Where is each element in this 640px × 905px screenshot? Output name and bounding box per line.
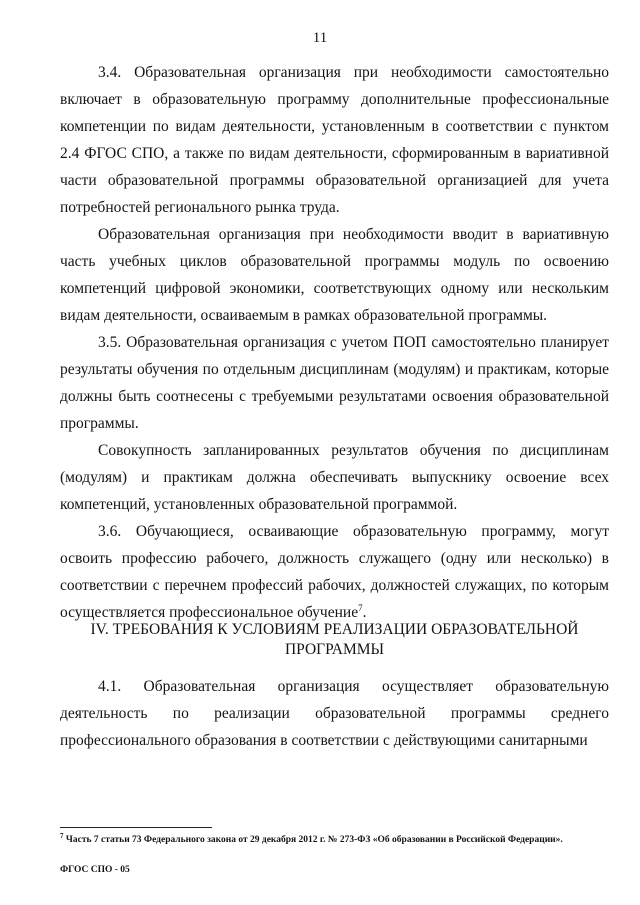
paragraph-digital-economy: Образовательная организация при необходимости вводит в вариативную часть учебных циклов образовательной программы модуль по освоению компетенций цифровой экономики, соответствующих одному или нескольким видам деятельности, осваиваемым в рамках образовательной программы. — [60, 226, 609, 324]
body-text — [60, 59, 609, 626]
section-heading: IV. ТРЕБОВАНИЯ К УСЛОВИЯМ РЕАЛИЗАЦИИ ОБРАЗОВАТЕЛЬНОЙ ПРОГРАММЫ — [90, 621, 579, 658]
footnote-reference: 7 — [358, 602, 363, 613]
document-code: ФГОС СПО - 05 — [60, 865, 130, 875]
paragraph-learning-outcomes: Совокупность запланированных результатов обучения по дисциплинам (модулям) и практикам должна обеспечивать выпускнику освоение всех компетенций, установленных образовательной программой. — [60, 442, 609, 513]
footnote-number: 7 — [60, 831, 64, 840]
footnote — [60, 831, 620, 846]
page-number: 11 — [312, 30, 328, 46]
paragraph-3-4: 3.4. Образовательная организация при необходимости самостоятельно включает в образовательную программу дополнительные профессиональные компетенции по видам деятельности, установленным в соответствии с пунктом 2.4 ФГОС СПО, а также по видам деятельности, сформированным в вариативной части образовательной программы образовательной организацией для учета потребностей регионального рынка труда. — [60, 64, 609, 216]
paragraph-4-1: 4.1. Образовательная организация осуществляет образовательную деятельность по реализации образовательной программы среднего профессионального образования в соответствии с действующими санитарными — [60, 678, 609, 749]
paragraph-3-6: 3.6. Обучающиеся, осваивающие образовательную программу, могут освоить профессию рабочего, должность служащего (одну или несколько) в соответствии с перечнем профессий рабочих, должностей служащих, по которым осуществляется профессиональное обучение$^7$. — [60, 523, 609, 621]
section-body — [60, 673, 609, 754]
footnote-text: Часть 7 статьи 73 Федерального закона от 29 декабря 2012 г. № 273-ФЗ «Об образовании в Российской Федерации». — [65, 835, 563, 845]
paragraph-3-6-text: 3.6. Обучающиеся, осваивающие образовательную программу, могут освоить профессию рабочего, должность служащего (одну или несколько) в соответствии с перечнем профессий рабочих, должностей служащих, по которым осуществляется профессиональное обучение — [60, 523, 609, 621]
paragraph-3-5: 3.5. Образовательная организация с учетом ПОП самостоятельно планирует результаты обучения по отдельным дисциплинам (модулям) и практикам, которые должны быть соотнесены с требуемыми результатами освоения образовательной программы. — [60, 334, 609, 432]
footnote-divider — [60, 827, 212, 828]
